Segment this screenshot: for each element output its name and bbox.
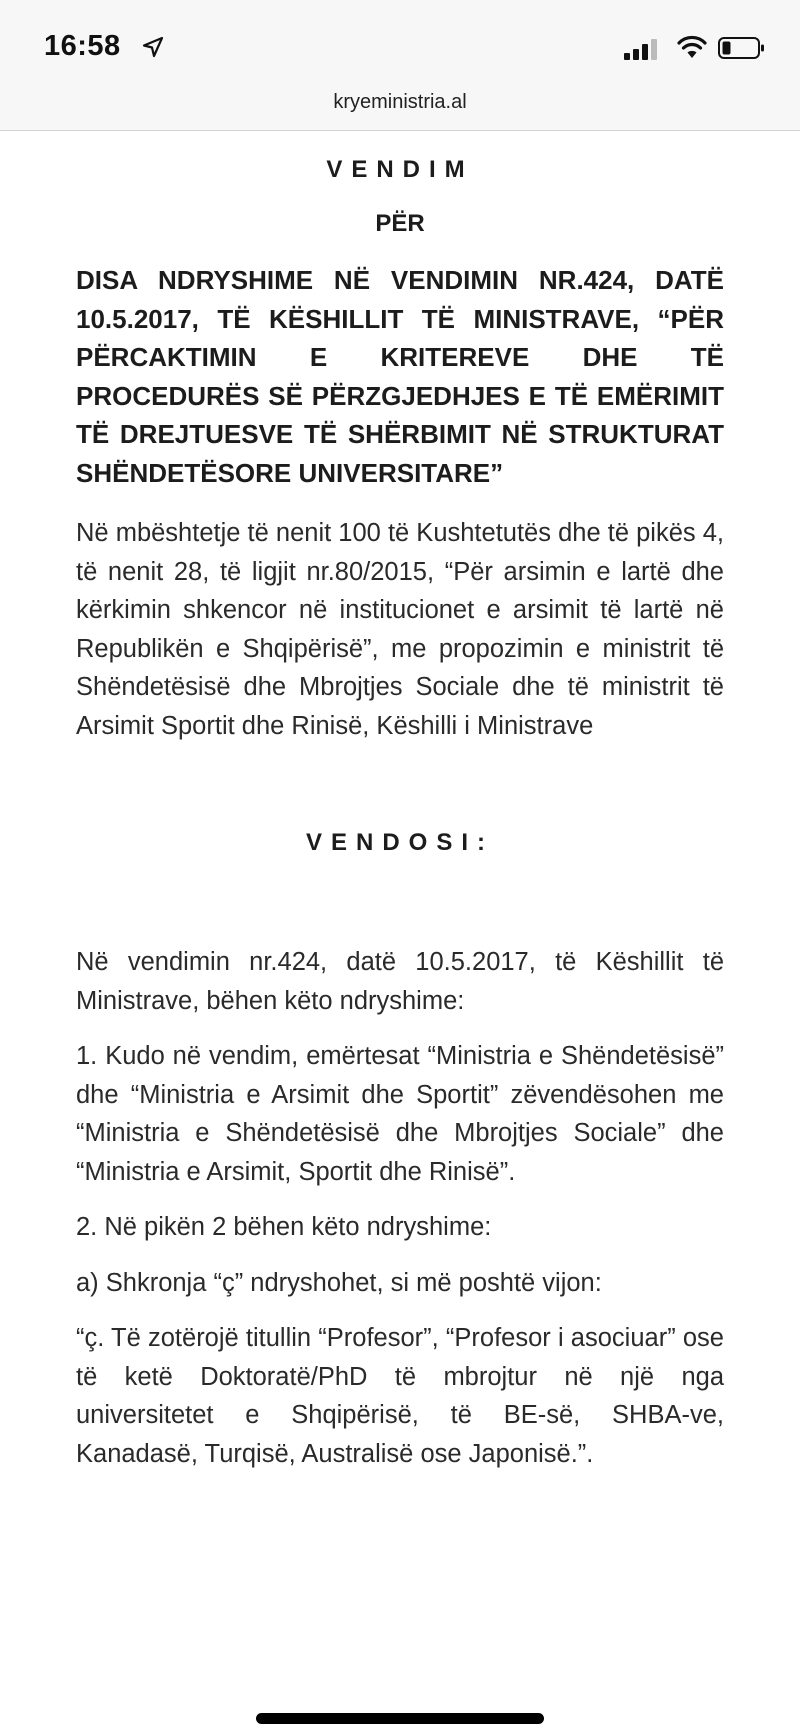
status-time: 16:58 — [44, 30, 121, 62]
paragraph-2: 2. Në pikën 2 bëhen këto ndryshime: — [76, 1213, 492, 1241]
document-title: DISA NDRYSHIME NË VENDIMIN NR.424, DATË 10.5.2017, TË KËSHILLIT TË MINISTRAVE, “PËR PËRCAKTIMIN E KRITEREVE DHE TË PROCEDURËS SË PËRZGJEDHJES E TË EMËRIMIT TË DREJTUESVE TË SHËRBIMIT NË STRUKTURAT SHËNDETËSORE UNIVERSITARE” — [76, 265, 724, 488]
document-subheading: PËR — [375, 210, 425, 237]
location-arrow-icon — [142, 36, 164, 58]
paragraph-1: 1. Kudo në vendim, emërtesat “Ministria e Shëndetësisë” dhe “Ministria e Arsimit dhe Sportit” zëvendësohen me “Ministria e Shëndetësisë dhe Mbrojtjes Sociale” dhe “Ministria e Arsimit, Sportit dhe Rinisë”. — [76, 1042, 724, 1186]
decision-heading: VENDOSI: — [305, 829, 494, 856]
wifi-icon — [676, 34, 708, 60]
home-indicator[interactable] — [256, 1713, 544, 1724]
battery-low-icon — [718, 36, 766, 60]
paragraph-2a: a) Shkronja “ç” ndryshohet, si më poshtë vijon: — [76, 1268, 602, 1297]
paragraph-c: “ç. Të zotërojë titullin “Profesor”, “Profesor i asociuar” ose të ketë Doktoratë/PhD të mbrojtur në një nga universitetet e Shqipërisë, të BE-së, SHBA-ve, Kanadasë, Turqisë, Australisë ose Japonisë.”. — [76, 1324, 724, 1468]
status-bar — [0, 0, 800, 90]
document-content — [76, 130, 724, 1473]
cellular-signal-icon — [624, 38, 662, 60]
document-heading: VENDIM — [326, 156, 474, 183]
preamble-paragraph: Në mbështetje të nenit 100 të Kushtetutës dhe të pikës 4, të nenit 28, të ligjit nr.80/2015, “Për arsimin e lartë dhe kërkimin shkencor në institucionet e arsimit të lartë në Republikën e Shqipërisë”, me propozimin e ministrit të Shëndetësisë dhe Mbrojtjes Sociale dhe të ministrit të Arsimit Sportit dhe Rinisë, Këshilli i Ministrave — [76, 519, 724, 740]
intro-paragraph: Në vendimin nr.424, datë 10.5.2017, të Këshillit të Ministrave, bëhen këto ndryshime: — [76, 948, 724, 1015]
url-text: kryeministria.al — [333, 91, 467, 113]
address-bar[interactable] — [0, 82, 800, 131]
